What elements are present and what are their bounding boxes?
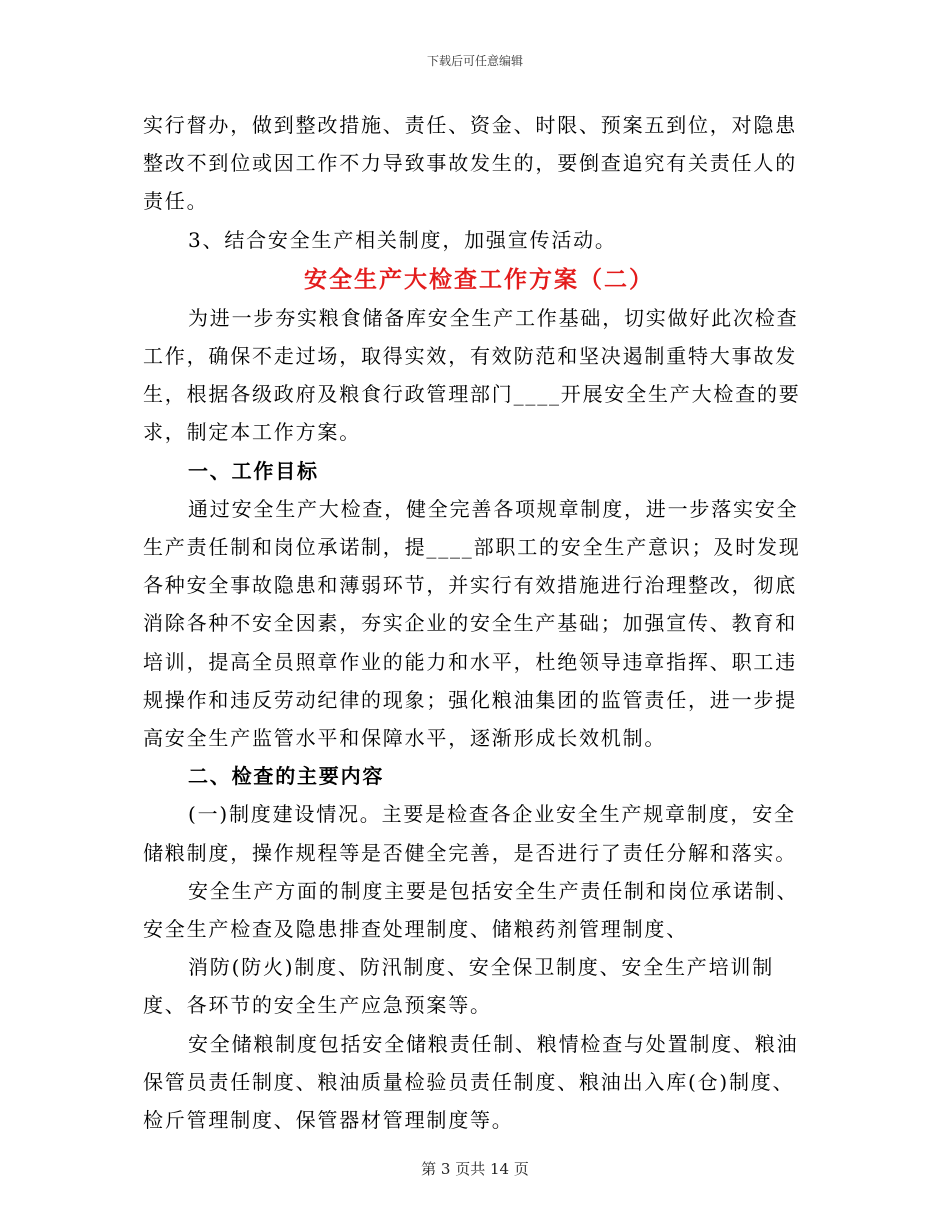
paragraph-continuation: 实行督办，做到整改措施、责任、资金、时限、预案五到位，对隐患整改不到位或因工作不力导致事故发生的，要倒查追究有关责任人的责任。 xyxy=(143,113,797,214)
safety-systems-paragraph: 安全生产方面的制度主要是包括安全生产责任制和岗位承诺制、安全生产检查及隐患排查处理制度、储粮药剂管理制度、 xyxy=(143,878,799,942)
goals-paragraph: 通过安全生产大检查，健全完善各项规章制度，进一步落实安全生产责任制和岗位承诺制，提____部职工的安全生产意识；及时发现各种安全事故隐患和薄弱环节，并实行有效措施进行治理整改，彻底消除各种不安全因素，夯实企业的安全生产基础；加强宣传、教育和培训，提高全员照章作业的能力和水平，杜绝领导违章指挥、职工违规操作和违反劳动纪律的现象；强化粮油集团的监管责任，进一步提高安全生产监管水平和保障水平，逐渐形成长效机制。 xyxy=(143,496,801,751)
document-body xyxy=(143,106,815,1139)
list-item-3: 3、结合安全生产相关制度，加强宣传活动。 xyxy=(188,227,617,252)
grain-storage-paragraph: 安全储粮制度包括安全储粮责任制、粮情检查与处置制度、粮油保管员责任制度、粮油质量检验员责任制度、粮油出入库(仓)制度、检斤管理制度、保管器材管理制度等。 xyxy=(143,1031,799,1133)
section-title: 安全生产大检查工作方案（二） xyxy=(304,265,654,293)
page-footer: 第 3 页共 14 页 xyxy=(421,1160,529,1178)
intro-paragraph: 为进一步夯实粮食储备库安全生产工作基础，切实做好此次检查工作，确保不走过场，取得实效，有效防范和坚决遏制重特大事故发生，根据各级政府及粮食行政管理部门____开展安全生产大检查的要求，制定本工作方案。 xyxy=(143,305,801,445)
fire-systems-paragraph: 消防(防火)制度、防汛制度、安全保卫制度、安全生产培训制度、各环节的安全生产应急预案等。 xyxy=(143,955,775,1018)
heading-main-content: 二、检查的主要内容 xyxy=(188,764,385,789)
heading-work-goals: 一、工作目标 xyxy=(188,458,319,483)
page-header: 下载后可任意编辑 xyxy=(426,54,523,68)
system-building-paragraph: (一)制度建设情况。主要是检查各企业安全生产规章制度，安全储粮制度，操作规程等是否健全完善，是否进行了责任分解和落实。 xyxy=(143,802,797,865)
